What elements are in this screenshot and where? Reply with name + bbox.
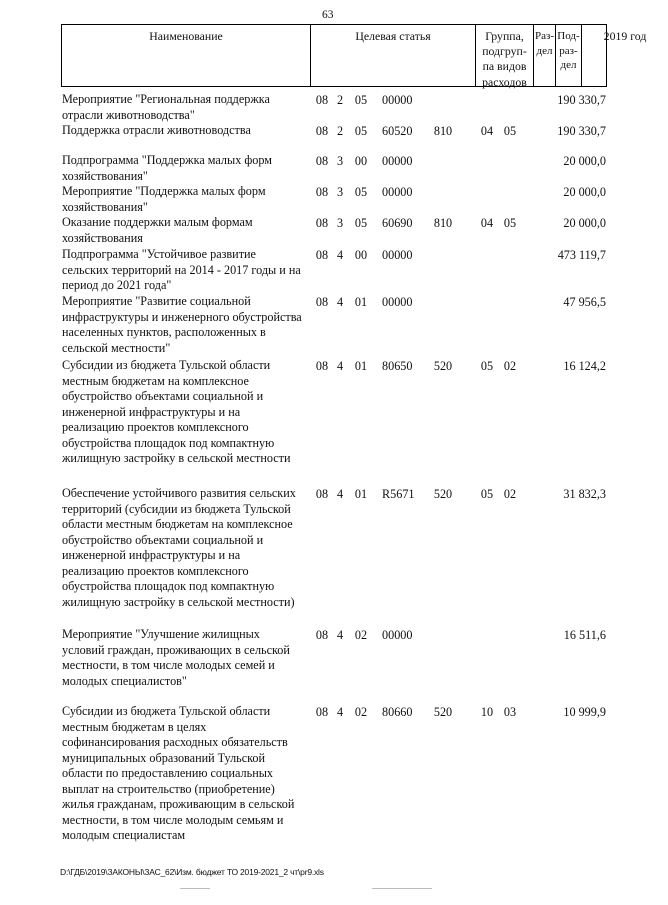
code-subprogram: 2 <box>336 93 344 107</box>
header-subsection: Под- раз- дел <box>556 25 582 86</box>
code-event: 02 <box>354 705 368 719</box>
code-direction: 80650 <box>382 359 413 373</box>
row-name: Мероприятие "Поддержка малых форм хозяйствования" <box>62 184 266 214</box>
subsection: 05 <box>503 124 517 138</box>
amount-2019: 10 999,9 <box>563 705 606 719</box>
header-section: Раз- дел <box>534 25 556 86</box>
code-program: 08 <box>315 295 329 309</box>
row-name: Мероприятие "Развитие социальной инфраструктуры и инженерного обустройства населенных пунктов, расположенных в сельской местности" <box>62 294 302 355</box>
expense-group: 810 <box>433 216 453 230</box>
page-number: 63 <box>322 9 334 21</box>
row-name: Подпрограмма "Устойчивое развитие сельских территорий на 2014 - 2017 годы и на период до 2021 года" <box>62 247 301 292</box>
code-event: 05 <box>354 124 368 138</box>
row-name: Мероприятие "Улучшение жилищных условий граждан, проживающих в сельской местности, в том числе молодых семей и молодых специалистов" <box>62 627 290 688</box>
section: 05 <box>480 359 494 373</box>
row-name: Оказание поддержки малым формам хозяйствования <box>62 215 253 245</box>
code-direction: 00000 <box>382 628 413 642</box>
subsection: 03 <box>503 705 517 719</box>
code-program: 08 <box>315 216 329 230</box>
code-program: 08 <box>315 185 329 199</box>
row-name: Поддержка отрасли животноводства <box>62 123 251 137</box>
section: 04 <box>480 124 494 138</box>
amount-2019: 20 000,0 <box>563 154 606 168</box>
scan-smudge <box>372 888 432 889</box>
code-program: 08 <box>315 154 329 168</box>
code-direction: 00000 <box>382 295 413 309</box>
header-expense-group: Группа, подгруп- па видов расходов <box>476 25 534 86</box>
row-name: Субсидии из бюджета Тульской области местным бюджетам в целях софинансирования расходных обязательств муниципальных образований Тульской области по предоставлению социальных выплат на строительство (приобретение) жилья гражданам, проживающим в сельской местности, в том числе молодым семьям и молодым специалистам <box>62 704 295 842</box>
code-event: 05 <box>354 216 368 230</box>
amount-2019: 47 956,5 <box>563 295 606 309</box>
code-event: 02 <box>354 628 368 642</box>
code-program: 08 <box>315 93 329 107</box>
code-event: 01 <box>354 359 368 373</box>
code-subprogram: 4 <box>336 487 344 501</box>
amount-2019: 20 000,0 <box>563 185 606 199</box>
code-direction: R5671 <box>382 487 415 501</box>
table-header <box>61 24 647 89</box>
amount-2019: 190 330,7 <box>557 93 606 107</box>
code-direction: 60690 <box>382 216 413 230</box>
amount-2019: 190 330,7 <box>557 124 606 138</box>
code-program: 08 <box>315 487 329 501</box>
expense-group: 520 <box>433 359 453 373</box>
code-direction: 60520 <box>382 124 413 138</box>
amount-2019: 16 511,6 <box>563 628 606 642</box>
header-year-2019: 2019 год <box>603 29 647 43</box>
row-name: Подпрограмма "Поддержка малых форм хозяйствования" <box>62 153 272 183</box>
code-program: 08 <box>315 359 329 373</box>
code-subprogram: 4 <box>336 248 344 262</box>
code-event: 05 <box>354 93 368 107</box>
code-subprogram: 4 <box>336 628 344 642</box>
section: 05 <box>480 487 494 501</box>
code-subprogram: 4 <box>336 359 344 373</box>
code-subprogram: 3 <box>336 216 344 230</box>
expense-group: 810 <box>433 124 453 138</box>
code-program: 08 <box>315 705 329 719</box>
code-direction: 00000 <box>382 93 413 107</box>
section: 10 <box>480 705 494 719</box>
code-event: 00 <box>354 154 368 168</box>
amount-2019: 473 119,7 <box>557 248 606 262</box>
row-name: Субсидии из бюджета Тульской области местным бюджетам на комплексное обустройство объектами социальной и инженерной инфраструктуры и на реализацию проектов комплексного обустройства площадок под компактную жилищную застройку в сельской местности <box>62 358 291 465</box>
code-direction: 00000 <box>382 185 413 199</box>
expense-group: 520 <box>433 487 453 501</box>
code-subprogram: 2 <box>336 124 344 138</box>
row-name: Обеспечение устойчивого развития сельских территорий (субсидии из бюджета Тульской области местным бюджетам на комплексное обустройство объектами социальной и инженерной инфраструктуры и на реализацию проектов комплексного обустройства площадок под компактную жилищную застройку в сельской местности) <box>62 486 296 609</box>
amount-2019: 31 832,3 <box>563 487 606 501</box>
code-event: 01 <box>354 487 368 501</box>
code-direction: 00000 <box>382 248 413 262</box>
subsection: 05 <box>503 216 517 230</box>
file-path-footer: D:\ГДБ\2019\ЗАКОНЫ\ЗАС_62\Изм. бюджет ТО 2019-2021_2 чт\pr9.xls <box>60 867 324 877</box>
subsection: 02 <box>503 359 517 373</box>
code-direction: 00000 <box>382 154 413 168</box>
subsection: 02 <box>503 487 517 501</box>
code-subprogram: 3 <box>336 185 344 199</box>
row-name: Мероприятие "Региональная поддержка отрасли животноводства" <box>62 92 270 122</box>
code-program: 08 <box>315 248 329 262</box>
code-program: 08 <box>315 628 329 642</box>
code-event: 00 <box>354 248 368 262</box>
amount-2019: 20 000,0 <box>563 216 606 230</box>
code-subprogram: 4 <box>336 705 344 719</box>
code-event: 05 <box>354 185 368 199</box>
scan-smudge <box>180 888 210 889</box>
header-target-article: Целевая статья <box>311 25 476 86</box>
expense-group: 520 <box>433 705 453 719</box>
code-direction: 80660 <box>382 705 413 719</box>
code-subprogram: 3 <box>336 154 344 168</box>
code-program: 08 <box>315 124 329 138</box>
code-event: 01 <box>354 295 368 309</box>
amount-2019: 16 124,2 <box>563 359 606 373</box>
header-name: Наименование <box>62 25 311 86</box>
code-subprogram: 4 <box>336 295 344 309</box>
section: 04 <box>480 216 494 230</box>
